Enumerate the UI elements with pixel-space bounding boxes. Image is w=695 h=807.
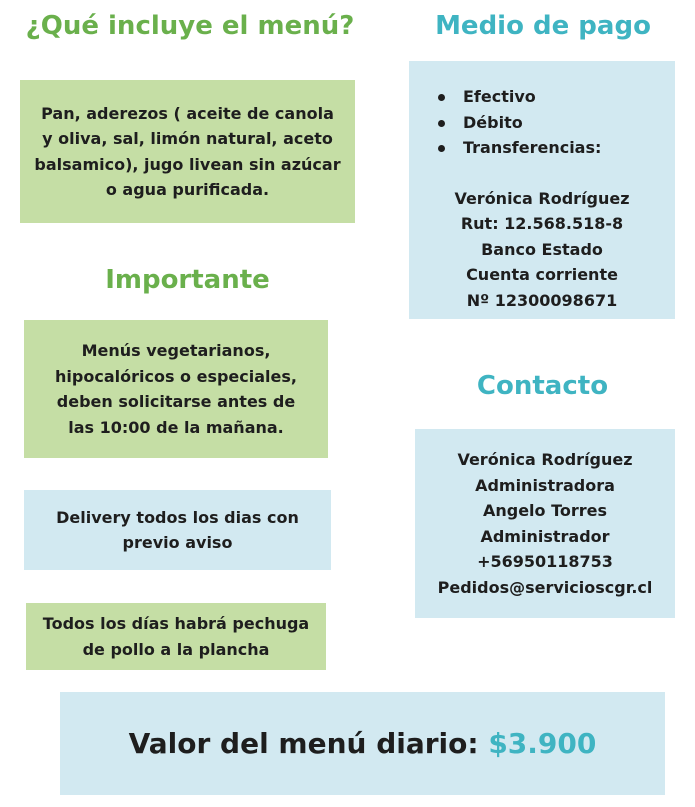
account-type: Cuenta corriente <box>466 265 618 284</box>
important-note-1: Menús vegetarianos, hipocalóricos o especiales, deben solicitarse antes de las 10:00 de la mañana. <box>55 341 297 437</box>
menu-heading: ¿Qué incluye el menú? <box>25 11 355 41</box>
payment-methods-list <box>435 84 661 161</box>
account-holder-name: Verónica Rodríguez <box>454 188 630 208</box>
important-note-2-box <box>24 490 331 570</box>
important-note-3: Todos los días habrá pechuga de pollo a la plancha <box>42 614 310 659</box>
important-note-2: Delivery todos los dias con previo aviso <box>56 507 299 552</box>
important-note-3-box <box>26 603 326 670</box>
menu-description: Pan, aderezos ( aceite de canola y oliva, sal, limón natural, aceto balsamico), jugo livean sin azúcar o agua purificada. <box>34 103 341 199</box>
contact-name-1: Verónica Rodríguez <box>457 450 633 469</box>
account-number: Nº 12300098671 <box>466 290 618 310</box>
price-box <box>60 692 665 795</box>
menu-description-box <box>20 80 355 223</box>
contact-name-2: Angelo Torres <box>482 501 608 520</box>
contact-email: Pedidos@servicioscgr.cl <box>437 577 653 597</box>
price-value: $3.900 <box>488 727 597 760</box>
payment-heading: Medio de pago <box>435 11 651 41</box>
payment-method-cash: Efectivo <box>435 84 661 110</box>
contact-box <box>415 429 675 618</box>
account-rut: Rut: 12.568.518-8 <box>460 214 624 233</box>
payment-method-debit: Débito <box>435 110 661 136</box>
price-label: Valor del menú diario: <box>128 727 479 760</box>
payment-method-transfer: Transferencias: <box>435 135 661 161</box>
payment-box <box>409 61 675 319</box>
contact-heading: Contacto <box>476 371 609 401</box>
bank-account-details <box>423 186 661 314</box>
contact-role-2: Administrador <box>480 526 610 546</box>
important-note-1-box <box>24 320 328 458</box>
important-heading: Importante <box>105 265 270 295</box>
contact-role-1: Administradora <box>475 475 615 495</box>
account-bank: Banco Estado <box>481 239 603 259</box>
daily-price <box>129 727 597 760</box>
contact-phone: +56950118753 <box>477 552 613 571</box>
